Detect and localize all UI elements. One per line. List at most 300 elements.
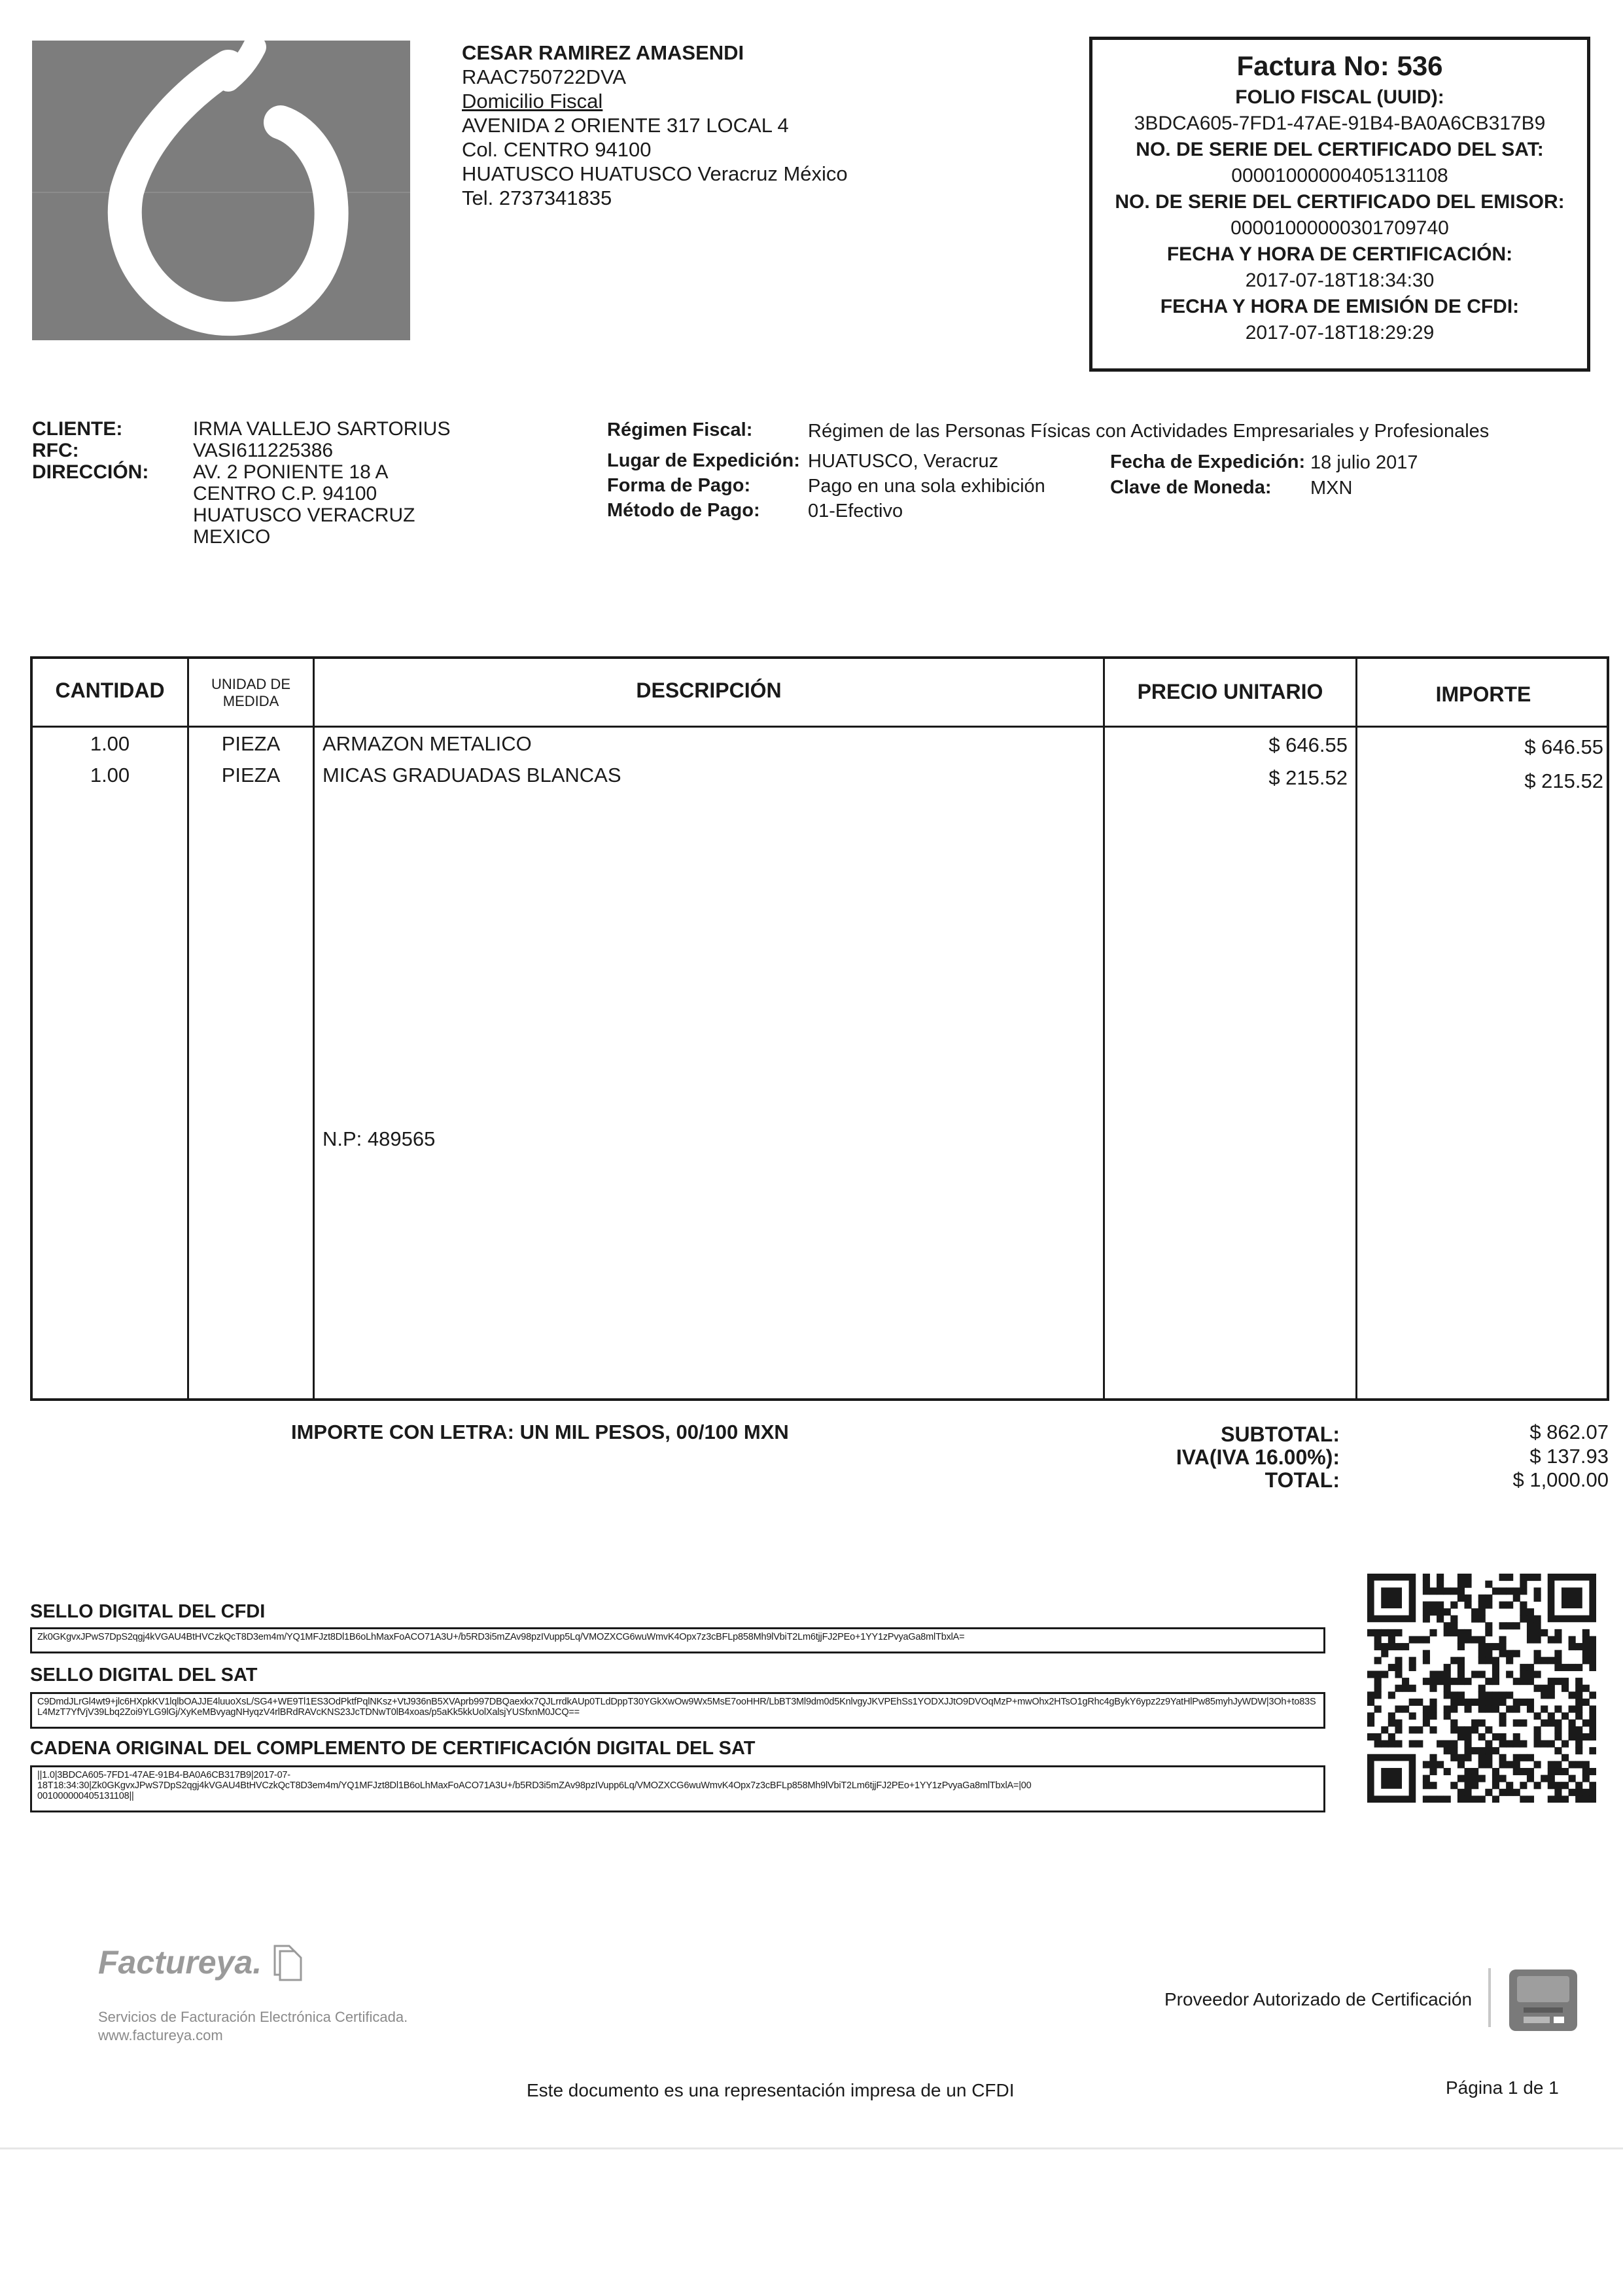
qr-module <box>1444 1685 1451 1692</box>
qr-module <box>1582 1685 1590 1692</box>
qr-module <box>1402 1685 1409 1692</box>
qr-module <box>1554 1657 1562 1664</box>
qr-module <box>1575 1643 1582 1650</box>
qr-module <box>1457 1754 1465 1761</box>
qr-module <box>1506 1601 1513 1608</box>
qr-module <box>1548 1775 1555 1782</box>
header-unidad-line2: MEDIDA <box>222 693 279 709</box>
qr-module <box>1520 1740 1527 1748</box>
qr-module <box>1478 1754 1486 1761</box>
qr-module <box>1444 1706 1451 1713</box>
qr-module <box>1520 1664 1527 1671</box>
qr-module <box>1575 1691 1582 1699</box>
qr-module <box>1541 1657 1548 1664</box>
qr-module <box>1450 1691 1457 1699</box>
qr-module <box>1554 1733 1562 1740</box>
qr-module <box>1492 1670 1499 1678</box>
qr-module <box>1520 1768 1527 1775</box>
total-label: TOTAL: <box>1265 1468 1340 1492</box>
qr-module <box>1416 1726 1423 1733</box>
qr-module <box>1569 1636 1576 1643</box>
qr-module <box>1429 1706 1437 1713</box>
qr-module <box>1554 1768 1562 1775</box>
qr-module <box>1548 1657 1555 1664</box>
row-1-precio: $ 646.55 <box>1268 733 1348 756</box>
qr-module <box>1575 1726 1582 1733</box>
qr-module <box>1423 1587 1430 1595</box>
lugar-label: Lugar de Expedición: <box>607 450 800 471</box>
qr-module <box>1589 1726 1596 1733</box>
qr-module <box>1478 1761 1486 1768</box>
issuer-block <box>462 41 848 210</box>
qr-module <box>1520 1587 1527 1595</box>
qr-module <box>1367 1629 1374 1636</box>
qr-module <box>1569 1789 1576 1796</box>
qr-module <box>1450 1629 1457 1636</box>
qr-module <box>1534 1629 1541 1636</box>
qr-module <box>1367 1691 1374 1699</box>
metodo-label: Método de Pago: <box>607 500 760 521</box>
qr-module <box>1492 1678 1499 1685</box>
qr-module <box>1548 1712 1555 1720</box>
qr-module <box>1506 1789 1513 1796</box>
qr-module <box>1499 1754 1507 1761</box>
qr-module <box>1506 1740 1513 1748</box>
qr-module <box>1471 1608 1478 1616</box>
qr-module <box>1471 1670 1478 1678</box>
qr-module <box>1575 1789 1582 1796</box>
qr-module <box>1520 1616 1527 1623</box>
qr-module <box>1527 1795 1534 1803</box>
qr-module <box>1589 1664 1596 1671</box>
qr-module <box>1569 1706 1576 1713</box>
qr-module <box>1464 1740 1471 1748</box>
header-unidad-line1: UNIDAD DE <box>211 676 290 692</box>
qr-module <box>1520 1608 1527 1616</box>
qr-module <box>1423 1574 1430 1581</box>
qr-module <box>1450 1622 1457 1629</box>
qr-module <box>1450 1587 1457 1595</box>
qr-module <box>1485 1754 1492 1761</box>
qr-module <box>1562 1678 1569 1685</box>
qr-module <box>1569 1643 1576 1650</box>
qr-module <box>1582 1699 1590 1706</box>
qr-module <box>1499 1775 1507 1782</box>
cadena-line-1: ||1.0|3BDCA605-7FD1-47AE-91B4-BA0A6CB317B9|2017-07- <box>37 1770 290 1780</box>
qr-module <box>1554 1726 1562 1733</box>
qr-module <box>1388 1740 1395 1748</box>
qr-module <box>1527 1616 1534 1623</box>
qr-module <box>1471 1636 1478 1643</box>
qr-module <box>1485 1740 1492 1748</box>
sello-sat-box <box>30 1692 1325 1729</box>
qr-module <box>1554 1650 1562 1657</box>
qr-module <box>1409 1685 1416 1692</box>
qr-module <box>1541 1706 1548 1713</box>
cliente-value: IRMA VALLEJO SARTORIUS <box>193 418 451 440</box>
qr-module <box>1548 1795 1555 1803</box>
items-table <box>30 656 1609 1401</box>
qr-module <box>1499 1587 1507 1595</box>
qr-module <box>1395 1657 1402 1664</box>
qr-module <box>1478 1670 1486 1678</box>
qr-module <box>1450 1720 1457 1727</box>
qr-module <box>1554 1636 1562 1643</box>
qr-module <box>1374 1678 1382 1685</box>
qr-module <box>1478 1795 1486 1803</box>
qr-module <box>1506 1657 1513 1664</box>
qr-module <box>1554 1795 1562 1803</box>
qr-module <box>1444 1747 1451 1754</box>
rfc-value: VASI611225386 <box>193 440 334 461</box>
qr-module <box>1534 1650 1541 1657</box>
qr-module <box>1457 1664 1465 1671</box>
qr-module <box>1582 1720 1590 1727</box>
qr-module <box>1444 1664 1451 1671</box>
qr-module <box>1582 1636 1590 1643</box>
qr-module <box>1492 1699 1499 1706</box>
fecha-emision-value: 2017-07-18T18:29:29 <box>1245 322 1435 344</box>
qr-module <box>1499 1789 1507 1796</box>
qr-module <box>1485 1650 1492 1657</box>
qr-module <box>1423 1678 1430 1685</box>
qr-module <box>1381 1643 1388 1650</box>
qr-module <box>1589 1657 1596 1664</box>
qr-module <box>1374 1643 1382 1650</box>
qr-module <box>1444 1712 1451 1720</box>
forma-value: Pago en una sola exhibición <box>808 476 1045 497</box>
qr-module <box>1534 1782 1541 1789</box>
qr-module <box>1513 1720 1520 1727</box>
cert-sat-label: NO. DE SERIE DEL CERTIFICADO DEL SAT: <box>1136 139 1544 160</box>
row-1-cantidad: 1.00 <box>90 732 130 755</box>
qr-module <box>1478 1608 1486 1616</box>
qr-module <box>1374 1706 1382 1713</box>
qr-module <box>1575 1795 1582 1803</box>
qr-module <box>1457 1775 1465 1782</box>
qr-module <box>1409 1664 1416 1671</box>
fecha-cert-label: FECHA Y HORA DE CERTIFICACIÓN: <box>1166 243 1513 265</box>
qr-module <box>1429 1712 1437 1720</box>
sat-seal-icon <box>1508 1968 1579 2036</box>
qr-module <box>1513 1678 1520 1685</box>
qr-module <box>1437 1587 1444 1595</box>
qr-module <box>1548 1720 1555 1727</box>
issuer-name: CESAR RAMIREZ AMASENDI <box>462 41 744 64</box>
qr-module <box>1575 1733 1582 1740</box>
qr-module <box>1388 1691 1395 1699</box>
qr-module <box>1527 1664 1534 1671</box>
issuer-phone: Tel. 2737341835 <box>462 186 612 209</box>
header-unidad <box>189 676 313 710</box>
qr-module <box>1457 1657 1465 1664</box>
qr-module <box>1554 1720 1562 1727</box>
qr-module <box>1575 1712 1582 1720</box>
qr-module <box>1450 1678 1457 1685</box>
sello-cfdi-label: SELLO DIGITAL DEL CFDI <box>30 1601 266 1622</box>
qr-module <box>1450 1782 1457 1789</box>
qr-module <box>1374 1733 1382 1740</box>
qr-module <box>1548 1740 1555 1748</box>
qr-module <box>1444 1670 1451 1678</box>
qr-module <box>1395 1706 1402 1713</box>
qr-module <box>1457 1581 1465 1588</box>
direccion-line-1: AV. 2 PONIENTE 18 A <box>193 461 389 483</box>
qr-module <box>1450 1754 1457 1761</box>
qr-module <box>1464 1601 1471 1608</box>
qr-module <box>1575 1706 1582 1713</box>
document-icon <box>270 1942 302 1985</box>
lugar-value: HUATUSCO, Veracruz <box>808 451 999 472</box>
qr-module <box>1534 1636 1541 1643</box>
qr-module <box>1450 1747 1457 1754</box>
qr-module <box>1562 1782 1569 1789</box>
qr-module <box>1575 1699 1582 1706</box>
qr-module <box>1520 1720 1527 1727</box>
factureya-url[interactable]: www.factureya.com <box>98 2027 223 2043</box>
qr-module <box>1506 1574 1513 1581</box>
qr-module <box>1450 1699 1457 1706</box>
col-divider <box>1355 659 1357 1398</box>
qr-module <box>1464 1636 1471 1643</box>
moneda-label: Clave de Moneda: <box>1110 477 1272 498</box>
company-logo <box>32 41 410 340</box>
qr-module <box>1429 1699 1437 1706</box>
qr-module <box>1534 1670 1541 1678</box>
qr-module <box>1534 1761 1541 1768</box>
subtotal-label: SUBTOTAL: <box>1221 1422 1340 1446</box>
header-precio: PRECIO UNITARIO <box>1137 680 1323 703</box>
qr-module <box>1569 1761 1576 1768</box>
qr-module <box>1562 1754 1569 1761</box>
qr-module <box>1527 1706 1534 1713</box>
qr-module <box>1575 1685 1582 1692</box>
table-header-divider <box>33 726 1607 728</box>
qr-module <box>1423 1795 1430 1803</box>
fecha-emision-label: FECHA Y HORA DE EMISIÓN DE CFDI: <box>1160 296 1520 317</box>
qr-module <box>1527 1629 1534 1636</box>
factura-number: Factura No: 536 <box>1236 50 1443 81</box>
qr-module <box>1478 1643 1486 1650</box>
qr-module <box>1582 1768 1590 1775</box>
qr-module <box>1575 1747 1582 1754</box>
qr-module <box>1589 1747 1596 1754</box>
qr-module <box>1423 1782 1430 1789</box>
qr-module <box>1485 1699 1492 1706</box>
qr-module <box>1492 1691 1499 1699</box>
qr-module <box>1554 1664 1562 1671</box>
qr-module <box>1478 1733 1486 1740</box>
qr-module <box>1416 1740 1423 1748</box>
qr-module <box>1554 1747 1562 1754</box>
qr-module <box>1513 1733 1520 1740</box>
qr-module <box>1450 1616 1457 1623</box>
qr-module <box>1423 1636 1430 1643</box>
qr-module <box>1492 1643 1499 1650</box>
sello-sat-label: SELLO DIGITAL DEL SAT <box>30 1665 258 1686</box>
header-cantidad: CANTIDAD <box>55 679 165 702</box>
row-2-unidad: PIEZA <box>221 764 281 786</box>
qr-module <box>1485 1706 1492 1713</box>
header-descripcion: DESCRIPCIÓN <box>636 679 782 702</box>
qr-module <box>1534 1733 1541 1740</box>
issuer-address-1: AVENIDA 2 ORIENTE 317 LOCAL 4 <box>462 114 789 137</box>
qr-module <box>1478 1685 1486 1692</box>
qr-module <box>1478 1691 1486 1699</box>
qr-module <box>1589 1650 1596 1657</box>
qr-module <box>1423 1761 1430 1768</box>
np-note: N.P: 489565 <box>323 1127 436 1150</box>
qr-module <box>1499 1712 1507 1720</box>
qr-module <box>1520 1581 1527 1588</box>
importe-letra: IMPORTE CON LETRA: UN MIL PESOS, 00/100 MXN <box>291 1421 789 1443</box>
qr-module <box>1569 1691 1576 1699</box>
qr-module <box>1444 1691 1451 1699</box>
client-labels <box>32 418 148 483</box>
qr-module <box>1499 1636 1507 1643</box>
qr-module <box>1457 1789 1465 1796</box>
qr-module <box>1548 1691 1555 1699</box>
qr-module <box>1388 1720 1395 1727</box>
sello-sat-value: C9DmdJLrGl4wt9+jlc6HXpkKV1lqlbOAJJE4luuoXsL/SG4+WE9Tl1ES3OdPktfPqlNKsz+VtJ936nB5XVAprb997DBQaexkx7QJLrrdkAUp0TLdDppT30YGkXwOw9Wx5MsE7ooHHR/LbBT3Ml9dm0d5KnlvgyJKVPEhSs1YODXJJtO9DVOqMzP+mwOhx2HTsO1gRhc4gBykY6ypz2z9YatHlPw85myhJyWDW|3Oh+to83SL4MzT7YfVjV39Lbq2Zoi9YLG9lGj/XyKeMBvyagNHyqzV4rlBRdRAVcKNS23JcTDNwT0lB4xoas/p5aKk5kkUolXalsjYUSfxnM0JCQ== <box>37 1697 1316 1718</box>
qr-module <box>1423 1720 1430 1727</box>
qr-module <box>1388 1643 1395 1650</box>
qr-module <box>1492 1657 1499 1664</box>
qr-module <box>1457 1795 1465 1803</box>
qr-module <box>1374 1685 1382 1692</box>
qr-module <box>1457 1574 1465 1581</box>
qr-module <box>1429 1795 1437 1803</box>
qr-module <box>1478 1616 1486 1623</box>
qr-module <box>1464 1754 1471 1761</box>
qr-module <box>1464 1733 1471 1740</box>
direccion-line-3: HUATUSCO VERACRUZ <box>193 504 415 526</box>
qr-module <box>1388 1733 1395 1740</box>
qr-module <box>1437 1670 1444 1678</box>
fecha-expedicion-value: 18 julio 2017 <box>1310 452 1418 473</box>
qr-module <box>1499 1650 1507 1657</box>
qr-module <box>1534 1685 1541 1692</box>
qr-module <box>1444 1629 1451 1636</box>
cert-emisor-label: NO. DE SERIE DEL CERTIFICADO DEL EMISOR: <box>1115 191 1565 213</box>
qr-module <box>1478 1595 1486 1602</box>
qr-module <box>1464 1595 1471 1602</box>
qr-module <box>1582 1795 1590 1803</box>
qr-module <box>1513 1650 1520 1657</box>
qr-module <box>1548 1685 1555 1692</box>
qr-module <box>1541 1629 1548 1636</box>
qr-module <box>1437 1616 1444 1623</box>
qr-module <box>1423 1608 1430 1616</box>
qr-module <box>1457 1678 1465 1685</box>
page-number: Página 1 de 1 <box>1446 2077 1559 2098</box>
qr-module <box>1548 1768 1555 1775</box>
qr-module <box>1395 1629 1402 1636</box>
qr-module <box>1395 1643 1402 1650</box>
qr-module <box>1395 1685 1402 1692</box>
qr-module <box>1554 1706 1562 1713</box>
qr-module <box>1444 1795 1451 1803</box>
qr-module <box>1409 1712 1416 1720</box>
qr-module <box>1506 1782 1513 1789</box>
qr-module <box>1575 1664 1582 1671</box>
qr-module <box>1450 1657 1457 1664</box>
qr-module <box>1520 1795 1527 1803</box>
qr-module <box>1429 1678 1437 1685</box>
iva-value: $ 137.93 <box>1529 1445 1609 1468</box>
qr-module <box>1589 1691 1596 1699</box>
row-2-cantidad: 1.00 <box>90 764 130 786</box>
qr-module <box>1464 1775 1471 1782</box>
qr-module <box>1478 1601 1486 1608</box>
qr-module <box>1499 1761 1507 1768</box>
qr-module <box>1527 1775 1534 1782</box>
qr-module <box>1589 1712 1596 1720</box>
qr-module <box>1388 1664 1395 1671</box>
qr-module <box>1457 1670 1465 1678</box>
qr-module <box>1534 1726 1541 1733</box>
qr-module <box>1499 1601 1507 1608</box>
qr-module <box>1450 1601 1457 1608</box>
qr-module <box>1402 1706 1409 1713</box>
col-divider <box>1103 659 1105 1398</box>
qr-module <box>1409 1726 1416 1733</box>
qr-finder-pattern <box>1562 1587 1582 1608</box>
qr-module <box>1450 1726 1457 1733</box>
qr-module <box>1485 1678 1492 1685</box>
qr-module <box>1492 1664 1499 1671</box>
qr-module <box>1464 1782 1471 1789</box>
qr-module <box>1464 1574 1471 1581</box>
cert-emisor-value: 00001000000301709740 <box>1230 217 1449 239</box>
qr-module <box>1423 1650 1430 1657</box>
qr-module <box>1548 1761 1555 1768</box>
qr-module <box>1388 1629 1395 1636</box>
qr-module <box>1409 1740 1416 1748</box>
qr-module <box>1429 1608 1437 1616</box>
qr-module <box>1485 1622 1492 1629</box>
qr-module <box>1575 1782 1582 1789</box>
qr-module <box>1471 1699 1478 1706</box>
qr-module <box>1527 1768 1534 1775</box>
qr-module <box>1520 1670 1527 1678</box>
sello-cfdi-value: Zk0GKgvxJPwS7DpS2qgj4kVGAU4BtHVCzkQcT8D3em4m/YQ1MFJzt8Dl1B6oLhMaxFoACO71A3U+/b5RD3i5mZAv98pzIVupp5Lq/VMOZXCG6wuWmvK4Opx7z3cBFLp858Mh9lVbiT2Lm6tjjFJ2PEo+1YY1zPvyaGa8mlTbxlA= <box>37 1632 965 1642</box>
qr-module <box>1499 1740 1507 1748</box>
row-1-importe: $ 646.55 <box>1524 735 1603 758</box>
qr-module <box>1444 1622 1451 1629</box>
qr-module <box>1548 1636 1555 1643</box>
qr-module <box>1464 1789 1471 1796</box>
qr-module <box>1492 1587 1499 1595</box>
qr-module <box>1589 1733 1596 1740</box>
qr-module <box>1457 1726 1465 1733</box>
qr-module <box>1457 1733 1465 1740</box>
qr-module <box>1485 1581 1492 1588</box>
qr-module <box>1506 1650 1513 1657</box>
qr-module <box>1437 1678 1444 1685</box>
qr-module <box>1478 1636 1486 1643</box>
qr-module <box>1499 1691 1507 1699</box>
qr-module <box>1423 1706 1430 1713</box>
header-importe: IMPORTE <box>1435 682 1531 706</box>
qr-module <box>1367 1720 1374 1727</box>
qr-finder-pattern <box>1381 1587 1402 1608</box>
qr-module <box>1513 1706 1520 1713</box>
qr-module <box>1416 1699 1423 1706</box>
qr-module <box>1464 1699 1471 1706</box>
proveedor-text: Proveedor Autorizado de Certificación <box>1164 1989 1473 2009</box>
qr-module <box>1485 1691 1492 1699</box>
